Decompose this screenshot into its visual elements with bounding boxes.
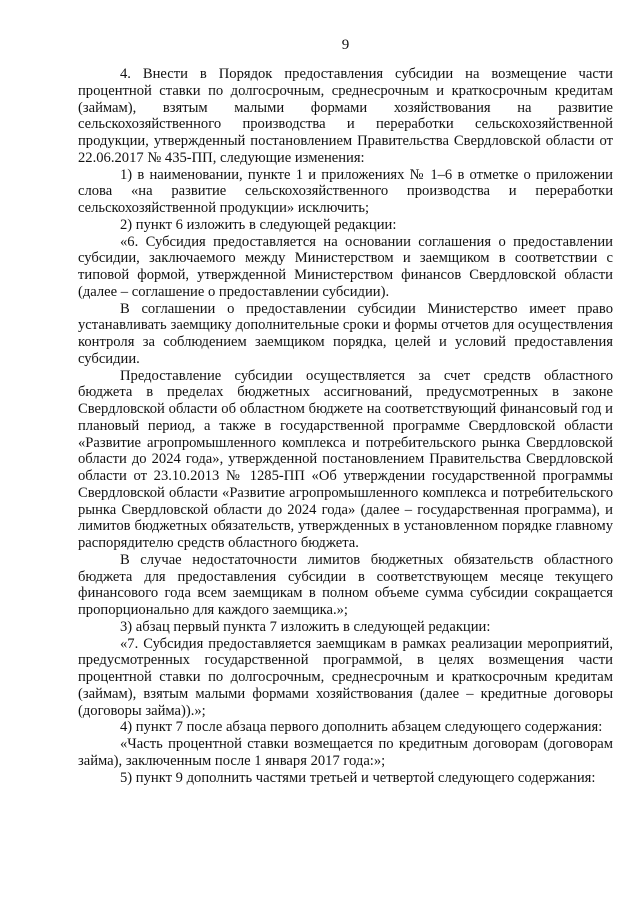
paragraph-amendment-4: 4. Внести в Порядок предоставления субсидии на возмещение части процентной ставки по долгосрочным, среднесрочным и краткосрочным кредитам (займам), взятым малыми формами хозяйствования на развитие сельскохозяйственного производства и переработки сельскохозяйственной продукции, утвержденный постановлением Правительства Свердловской области от 22.06.2017 № 435-ПП, следующие изменения: (78, 66, 613, 166)
paragraph-item-4: 4) пункт 7 после абзаца первого дополнить абзацем следующего содержания: (120, 719, 603, 736)
paragraph-clause-7: «7. Субсидия предоставляется заемщикам в рамках реализации мероприятий, предусмотренных государственной программой, в целях возмещения части процентной ставки по долгосрочным, среднесрочным и краткосрочным кредитам (займам), взятым малыми формами хозяйствования (далее – кредитные договоры (договоры займа)).»; (78, 635, 613, 719)
paragraph-clause-6-agreement: В соглашении о предоставлении субсидии Министерство имеет право устанавливать заемщику дополнительные сроки и формы отчетов для осуществления контроля за соблюдением заемщиком порядка, целей и условий предоставления субсидии. (78, 300, 613, 367)
paragraph-item-5: 5) пункт 9 дополнить частями третьей и четвертой следующего содержания: (120, 769, 596, 786)
paragraph-clause-6: «6. Субсидия предоставляется на основании соглашения о предоставлении субсидии, заключаемого между Министерством и заемщиком в соответствии с типовой формой, утвержденной Министерством финансов Свердловской области (далее – соглашение о предоставлении субсидии). (78, 233, 613, 300)
paragraph-clause-6-shortfall: В случае недостаточности лимитов бюджетных обязательств областного бюджета для предоставления субсидии в соответствующем месяце текущего финансового года всем заемщикам в полном объеме сумма субсидии сокращается пропорционально для каждого заемщика.»; (78, 551, 613, 618)
document-body (78, 66, 613, 786)
page-number: 9 (341, 37, 350, 53)
paragraph-clause-7-addition: «Часть процентной ставки возмещается по кредитным договорам (договорам займа), заключенным после 1 января 2017 года:»; (78, 736, 613, 769)
paragraph-clause-6-budget: Предоставление субсидии осуществляется за счет средств областного бюджета в пределах бюджетных ассигнований, предусмотренных в законе Свердловской области об областном бюджете на соответствующий финансовый год и плановый период, а также в государственной программе Свердловской области «Развитие агропромышленного комплекса и потребительского рынка Свердловской области до 2024 года», утвержденной постановлением Правительства Свердловской области от 23.10.2013 № 1285-ПП «Об утверждении государственной программы Свердловской области «Развитие агропромышленного комплекса и потребительского рынка Свердловской области до 2024 года» (далее – государственная программа), и лимитов бюджетных обязательств, утвержденных в установленном порядке главному распорядителю средств областного бюджета. (78, 367, 613, 551)
paragraph-item-1: 1) в наименовании, пункте 1 и приложениях № 1–6 в отметке о приложении слова «на развитие сельскохозяйственного производства и переработки сельскохозяйственной продукции» исключить; (78, 166, 613, 216)
paragraph-item-3: 3) абзац первый пункта 7 изложить в следующей редакции: (120, 618, 491, 635)
paragraph-item-2: 2) пункт 6 изложить в следующей редакции: (120, 216, 397, 233)
